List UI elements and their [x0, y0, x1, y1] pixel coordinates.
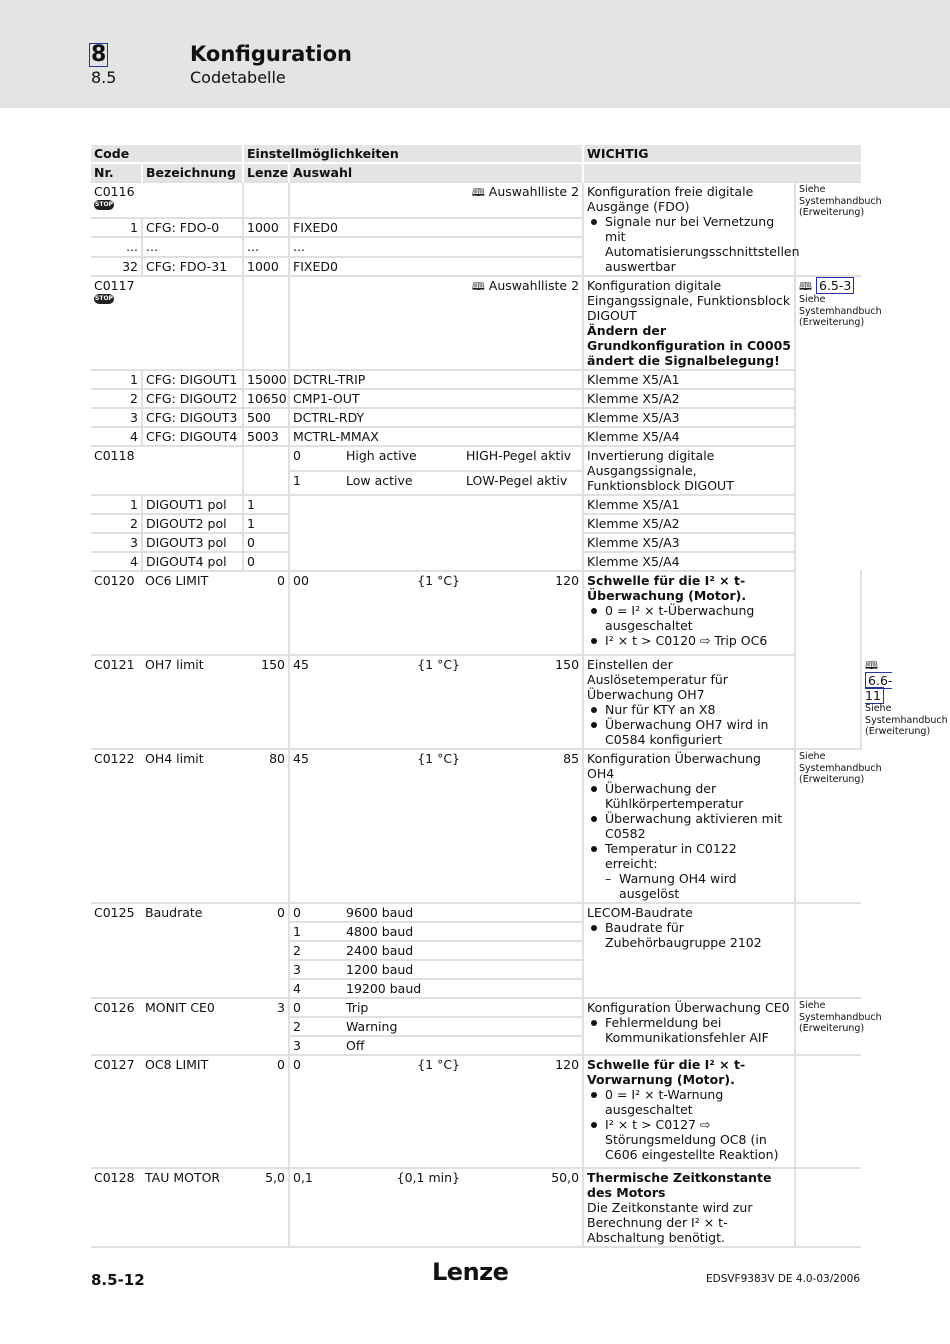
table-row — [91, 571, 861, 655]
table-row — [91, 903, 861, 922]
lenze-cell: 500 — [243, 408, 289, 427]
bez-cell: MONIT CE0 — [145, 1000, 215, 1015]
bez-cell: DIGOUT2 pol — [142, 514, 243, 533]
bez-cell: CFG: DIGOUT2 — [142, 389, 243, 408]
lenze-cell: 0 — [277, 905, 285, 920]
table-row — [91, 408, 861, 427]
code-cell — [91, 276, 243, 370]
lenze-cell: 1 — [243, 514, 289, 533]
table-header-row — [91, 145, 861, 163]
header-einstell: Einstellmöglichkeiten — [243, 145, 583, 163]
header-lenze: Lenze — [243, 163, 289, 182]
min-cell: 0,1 — [289, 1168, 343, 1247]
stop-icon: STOP — [95, 295, 113, 302]
bez-cell: CFG: FDO-31 — [142, 257, 243, 276]
note-text: Siehe Systemhandbuch (Erweiterung) — [799, 294, 882, 328]
wichtig-cell: Konfiguration freie digitale Ausgänge (FDO) Signale nur bei Vernetzung mit Automatisierungsschnittstellen auswertbar — [583, 182, 795, 276]
nr-cell: 4 — [130, 429, 138, 444]
header-auswahl: Auswahl — [289, 163, 583, 182]
unit-cell: {1 °C} — [417, 573, 460, 588]
bullet: Signale nur bei Vernetzung mit Automatisierungsschnittstellen auswertbar — [587, 214, 791, 274]
ausw-cell: DCTRL-RDY — [289, 408, 583, 427]
dash-item: – Warnung OH4 wird ausgelöst — [587, 871, 791, 901]
wichtig-cell: Klemme X5/A1 — [583, 370, 795, 389]
lenze-cell: 0 — [243, 533, 289, 552]
lenze-cell: 10650 — [243, 389, 289, 408]
bez-cell: OC6 LIMIT — [145, 573, 209, 588]
code-cell: C0120 — [94, 573, 135, 588]
opt-label: 9600 baud — [346, 905, 414, 920]
bullet: Überwachung aktivieren mit C0582 — [587, 811, 791, 841]
wichtig-cell: Klemme X5/A1 — [583, 495, 795, 514]
opt-label: High active — [346, 448, 417, 463]
opt-value: 2 — [289, 941, 343, 960]
header-wichtig: WICHTIG — [583, 145, 861, 163]
lenze-cell: 0 — [277, 573, 285, 588]
code-c0116: C0116 — [94, 184, 135, 199]
min-cell: 0 — [289, 1055, 343, 1168]
nr-cell: 4 — [130, 554, 138, 569]
wichtig-cell: Konfiguration Überwachung CE0 Fehlermeldung bei Kommunikationsfehler AIF — [583, 998, 795, 1055]
opt-value: 4 — [289, 979, 343, 998]
code-table — [91, 145, 948, 1248]
page-header — [0, 0, 950, 108]
bez-cell: Baudrate — [145, 905, 203, 920]
bez-cell: DIGOUT3 pol — [142, 533, 243, 552]
opt-value: 3 — [289, 1036, 343, 1055]
bullet: I² × t > C0127 ⇨ Störungsmeldung OC8 (in C606 eingestellte Reaktion) — [587, 1117, 791, 1162]
code-cell: C0122 — [94, 751, 135, 766]
unit-cell: {1 °C} — [417, 657, 460, 672]
wichtig-cell: Klemme X5/A4 — [583, 427, 795, 446]
max-cell: 85 — [563, 751, 580, 766]
table-row — [91, 446, 861, 471]
note-cell — [795, 182, 882, 276]
ausw-cell: MCTRL-MMAX — [289, 427, 583, 446]
wichtig-cell: LECOM-Baudrate Baudrate für Zubehörbaugruppe 2102 — [583, 903, 795, 998]
bez-cell: DIGOUT1 pol — [142, 495, 243, 514]
page-number: 8.5-12 — [91, 1271, 145, 1289]
opt-label: 4800 baud — [346, 924, 414, 939]
table-row — [91, 1055, 861, 1168]
chapter-title: Konfiguration — [190, 42, 352, 66]
wichtig-cell: Klemme X5/A3 — [583, 408, 795, 427]
opt-label: Trip — [346, 1000, 369, 1015]
max-cell: 120 — [555, 573, 580, 588]
lenze-cell: 0 — [277, 1057, 285, 1072]
auswahl-cell: 🕮 Auswahlliste 2 — [289, 182, 583, 218]
book-icon: 🕮 — [471, 186, 485, 199]
nr-cell: 3 — [130, 410, 138, 425]
ausw-cell: ... — [289, 237, 583, 256]
section-title: Codetabelle — [190, 68, 286, 87]
bullet: Fehlermeldung bei Kommunikationsfehler AIF — [587, 1015, 791, 1045]
nr-cell: ... — [126, 239, 138, 255]
bullet: 0 = I² × t-Überwachung ausgeschaltet — [587, 603, 791, 633]
opt-label: Low active — [346, 472, 413, 488]
bullet: Überwachung der Kühlkörpertemperatur — [587, 781, 791, 811]
code-cell: C0121 — [94, 657, 135, 672]
bullet: 0 = I² × t-Warnung ausgeschaltet — [587, 1087, 791, 1117]
note-text: Siehe Systemhandbuch (Erweiterung) — [799, 751, 882, 785]
table-row — [91, 389, 861, 408]
header-bezeichnung: Bezeichnung — [142, 163, 243, 182]
bez-cell: TAU MOTOR — [145, 1170, 221, 1185]
bez-cell: DIGOUT4 pol — [142, 552, 243, 571]
opt-value: 2 — [289, 1017, 343, 1036]
header-nr: Nr. — [91, 163, 142, 182]
bullet: I² × t > C0120 ⇨ Trip OC6 — [587, 633, 791, 648]
note-cell — [795, 998, 882, 1055]
wichtig-cell: Invertierung digitale Ausgangssignale, Funktionsblock DIGOUT — [583, 446, 795, 495]
wichtig-cell: Einstellen der Auslösetemperatur für Überwachung OH7 Nur für KTY an X8 Überwachung OH7 wird in C0584 konfiguriert — [583, 655, 795, 749]
ausw-cell: FIXED0 — [289, 257, 583, 276]
table-subheader-row — [91, 163, 861, 182]
lenze-cell: 5,0 — [265, 1170, 285, 1185]
bullet: Nur für KTY an X8 — [587, 702, 791, 717]
lenze-cell: 1 — [243, 495, 289, 514]
bez-cell: CFG: DIGOUT3 — [142, 408, 243, 427]
lenze-cell: 5003 — [243, 427, 289, 446]
unit-cell: {0,1 min} — [396, 1170, 460, 1185]
page-ref-link[interactable]: 6.5-3 — [816, 277, 854, 294]
table-row — [91, 276, 861, 370]
wichtig-cell: Schwelle für die I² × t-Überwachung (Motor). 0 = I² × t-Überwachung ausgeschaltet I² × t > C0120 ⇨ Trip OC6 — [583, 571, 795, 655]
page-ref-link[interactable]: 6.6-11 — [865, 673, 893, 703]
opt-desc: HIGH-Pegel aktiv — [466, 448, 572, 463]
opt-label: 1200 baud — [346, 962, 414, 977]
chapter-number: 8 — [91, 42, 107, 67]
lenze-cell: 3 — [277, 1000, 285, 1015]
lenze-cell: ... — [243, 237, 289, 256]
auswahl-cell: 🕮 Auswahlliste 2 — [289, 276, 583, 370]
bez-cell: CFG: DIGOUT1 — [142, 370, 243, 389]
opt-value: 1 — [289, 471, 343, 496]
opt-value: 1 — [289, 922, 343, 941]
table-row — [91, 182, 861, 218]
opt-label: Warning — [346, 1019, 398, 1034]
opt-value: 3 — [289, 960, 343, 979]
table-row — [91, 495, 861, 514]
code-cell — [91, 182, 243, 218]
book-icon: 🕮 — [865, 659, 879, 672]
lenze-cell: 1000 — [243, 257, 289, 276]
lenze-cell: 150 — [261, 657, 285, 672]
section-number: 8.5 — [91, 68, 117, 87]
nr-cell: 2 — [130, 516, 138, 531]
book-icon: 🕮 — [799, 280, 813, 293]
nr-cell: 3 — [130, 535, 138, 550]
code-c0117: C0117 — [94, 278, 135, 293]
note-cell — [795, 749, 882, 903]
opt-value: 0 — [289, 998, 343, 1017]
wichtig-cell: Klemme X5/A4 — [583, 552, 795, 571]
nr-cell: 2 — [130, 391, 138, 406]
max-cell: 50,0 — [551, 1170, 580, 1185]
wichtig-cell: Konfiguration Überwachung OH4 Überwachung der Kühlkörpertemperatur Überwachung aktivieren mit C0582 Temperatur in C0122 erreicht: – Warnung OH4 wird ausgelöst — [583, 749, 795, 903]
bez-cell: CFG: DIGOUT4 — [142, 427, 243, 446]
note-text: Siehe Systemhandbuch (Erweiterung) — [799, 184, 882, 218]
code-cell: C0127 — [94, 1057, 135, 1072]
header-code: Code — [91, 145, 243, 163]
bullet: Temperatur in C0122 erreicht: — [587, 841, 791, 871]
wichtig-cell: Klemme X5/A3 — [583, 533, 795, 552]
max-cell: 150 — [555, 657, 580, 672]
ausw-cell: FIXED0 — [289, 218, 583, 237]
nr-cell: 32 — [122, 258, 138, 274]
bez-cell: OH4 limit — [145, 751, 204, 766]
lenze-logo: Lenze — [432, 1258, 509, 1286]
bullet: Überwachung OH7 wird in C0584 konfiguriert — [587, 717, 791, 747]
ausw-cell: DCTRL-TRIP — [289, 370, 583, 389]
document-id: EDSVF9383V DE 4.0-03/2006 — [705, 1273, 860, 1285]
code-cell: C0118 — [94, 448, 135, 463]
wichtig-cell: Konfiguration digitale Eingangssignale, Funktionsblock DIGOUT Ändern der Grundkonfiguration in C0005 ändert die Signalbelegung! — [583, 276, 795, 370]
note-text: Siehe Systemhandbuch (Erweiterung) — [799, 1000, 882, 1034]
table-row — [91, 749, 861, 903]
lenze-cell: 0 — [243, 552, 289, 571]
code-cell: C0126 — [94, 1000, 135, 1015]
opt-label: Off — [346, 1038, 365, 1053]
opt-label: 19200 baud — [346, 981, 422, 996]
max-cell: 120 — [555, 1057, 580, 1072]
lenze-cell: 80 — [269, 751, 285, 766]
code-cell: C0125 — [94, 905, 135, 920]
wichtig-cell: Klemme X5/A2 — [583, 389, 795, 408]
table-row: C0121 OH7 limit 150 45 {1 °C} 150 Einstellen der Auslösetemperatur für Überwachung OH7 Nur für KTY an X8 Überwachung OH7 wird in C0584 konfiguriert 🕮 6.6-11 Siehe Systemhandbuch (Erweiterung) — [91, 655, 861, 749]
unit-cell: {1 °C} — [417, 751, 460, 766]
bez-cell: ... — [142, 237, 243, 256]
opt-label: 2400 baud — [346, 943, 414, 958]
table-row — [91, 370, 861, 389]
wichtig-cell: Schwelle für die I² × t-Vorwarnung (Motor). 0 = I² × t-Warnung ausgeschaltet I² × t > C0127 ⇨ Störungsmeldung OC8 (in C606 eingestellte Reaktion) — [583, 1055, 795, 1168]
opt-value: 0 — [289, 446, 343, 471]
book-icon: 🕮 — [471, 280, 485, 293]
nr-cell: 1 — [130, 220, 138, 235]
code-cell: C0128 — [94, 1170, 135, 1185]
bez-cell: OH7 limit — [145, 657, 204, 672]
bullet: Baudrate für Zubehörbaugruppe 2102 — [587, 920, 791, 950]
unit-cell: {1 °C} — [417, 1057, 460, 1072]
nr-cell: 1 — [130, 372, 138, 387]
lenze-cell: 1000 — [243, 218, 289, 237]
bez-cell: OC8 LIMIT — [145, 1057, 209, 1072]
min-cell: 00 — [289, 571, 343, 655]
header-wichtig-empty — [583, 163, 861, 182]
stop-icon: STOP — [95, 201, 113, 208]
table-row — [91, 427, 861, 446]
bez-cell: CFG: FDO-0 — [142, 218, 243, 237]
wichtig-cell: Thermische Zeitkonstante des Motors Die Zeitkonstante wird zur Berechnung der I² × t-Abschaltung benötigt. — [583, 1168, 795, 1247]
nr-cell: 1 — [130, 497, 138, 512]
table-row — [91, 1168, 861, 1247]
wichtig-cell: Klemme X5/A2 — [583, 514, 795, 533]
min-cell: 45 — [289, 655, 343, 749]
opt-value: 0 — [289, 903, 343, 922]
min-cell: 45 — [289, 749, 343, 903]
lenze-cell: 15000 — [243, 370, 289, 389]
opt-desc: LOW-Pegel aktiv — [466, 472, 568, 488]
table-row — [91, 998, 861, 1017]
ausw-cell: CMP1-OUT — [289, 389, 583, 408]
